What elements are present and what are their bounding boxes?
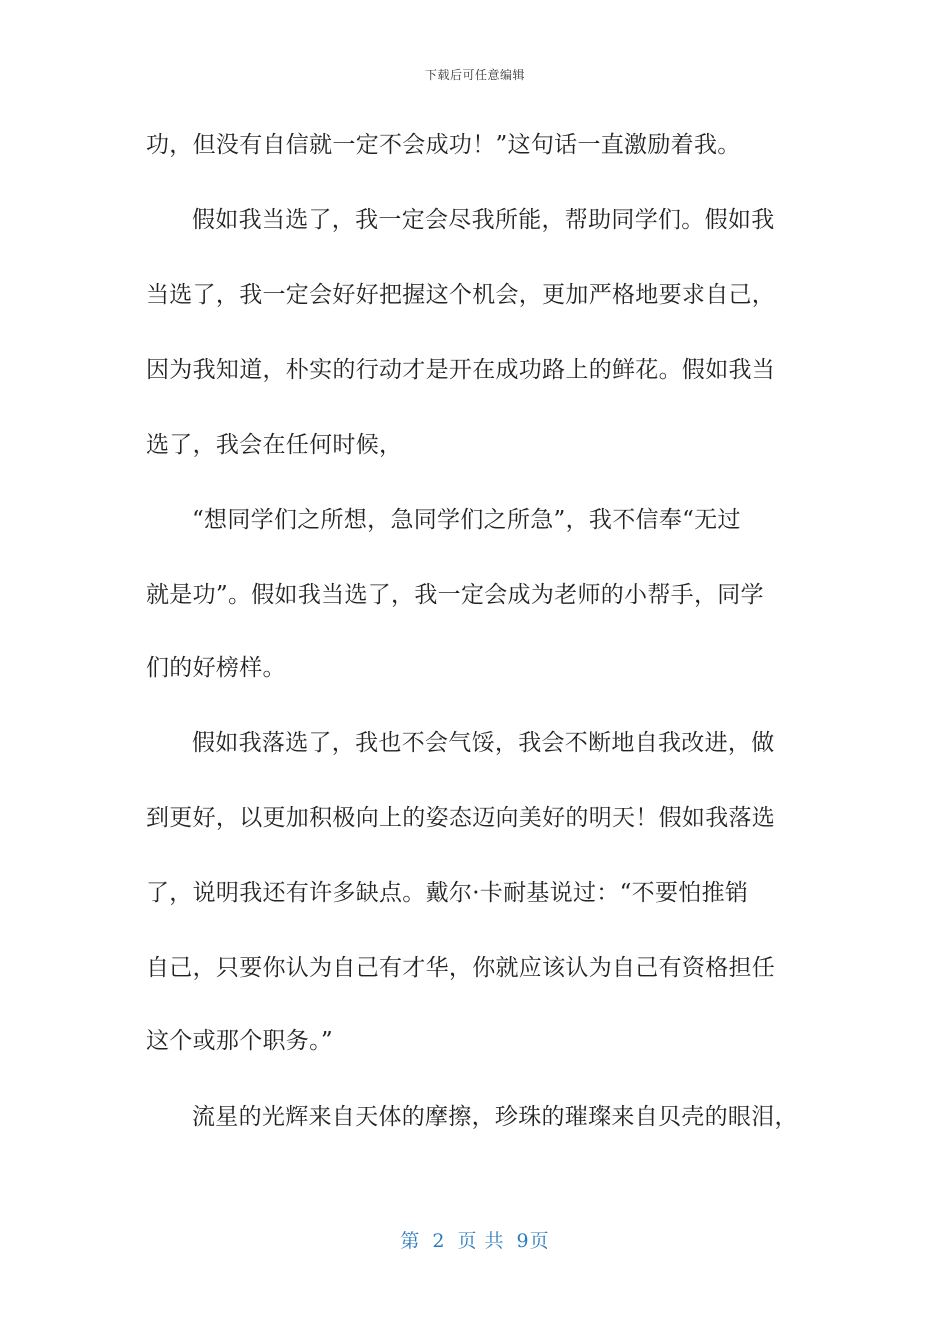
text-line: 因为我知道，朴实的行动才是开在成功路上的鲜花。假如我当	[146, 357, 776, 383]
text-line: 假如我落选了，我也不会气馁，我会不断地自我改进，做	[192, 730, 775, 756]
page-number-current: 2	[432, 1230, 446, 1252]
page-header: 下载后可任意编辑	[424, 68, 525, 82]
text-line: 流星的光辉来自天体的摩擦，珍珠的璀璨来自贝壳的眼泪，	[192, 1104, 798, 1130]
text-line: 当选了，我一定会好好把握这个机会，更加严格地要求自己，	[146, 282, 776, 308]
page-number	[0, 1226, 950, 1253]
text-line: 们的好榜样。	[146, 655, 286, 681]
page-number-prefix: 第	[400, 1230, 421, 1252]
text-line: 选了，我会在任何时候，	[146, 432, 403, 458]
page-number-middle: 页 共	[457, 1230, 505, 1252]
text-line: 了，说明我还有许多缺点。戴尔·卡耐基说过：“不要怕推销	[146, 880, 749, 906]
text-line: 就是功”。假如我当选了，我一定会成为老师的小帮手，同学	[146, 582, 764, 608]
text-line: 到更好，以更加积极向上的姿态迈向美好的明天！假如我落选	[146, 805, 776, 831]
text-line: 自己，只要你认为自己有才华，你就应该认为自己有资格担任	[146, 955, 776, 981]
page-number-total: 9页	[516, 1230, 550, 1252]
text-line: 功，但没有自信就一定不会成功！”这句话一直激励着我。	[146, 132, 741, 158]
text-line: “想同学们之所想，急同学们之所急”，我不信奉“无过	[192, 507, 741, 533]
text-line: 假如我当选了，我一定会尽我所能，帮助同学们。假如我	[192, 207, 775, 233]
text-line: 这个或那个职务。”	[146, 1028, 333, 1054]
